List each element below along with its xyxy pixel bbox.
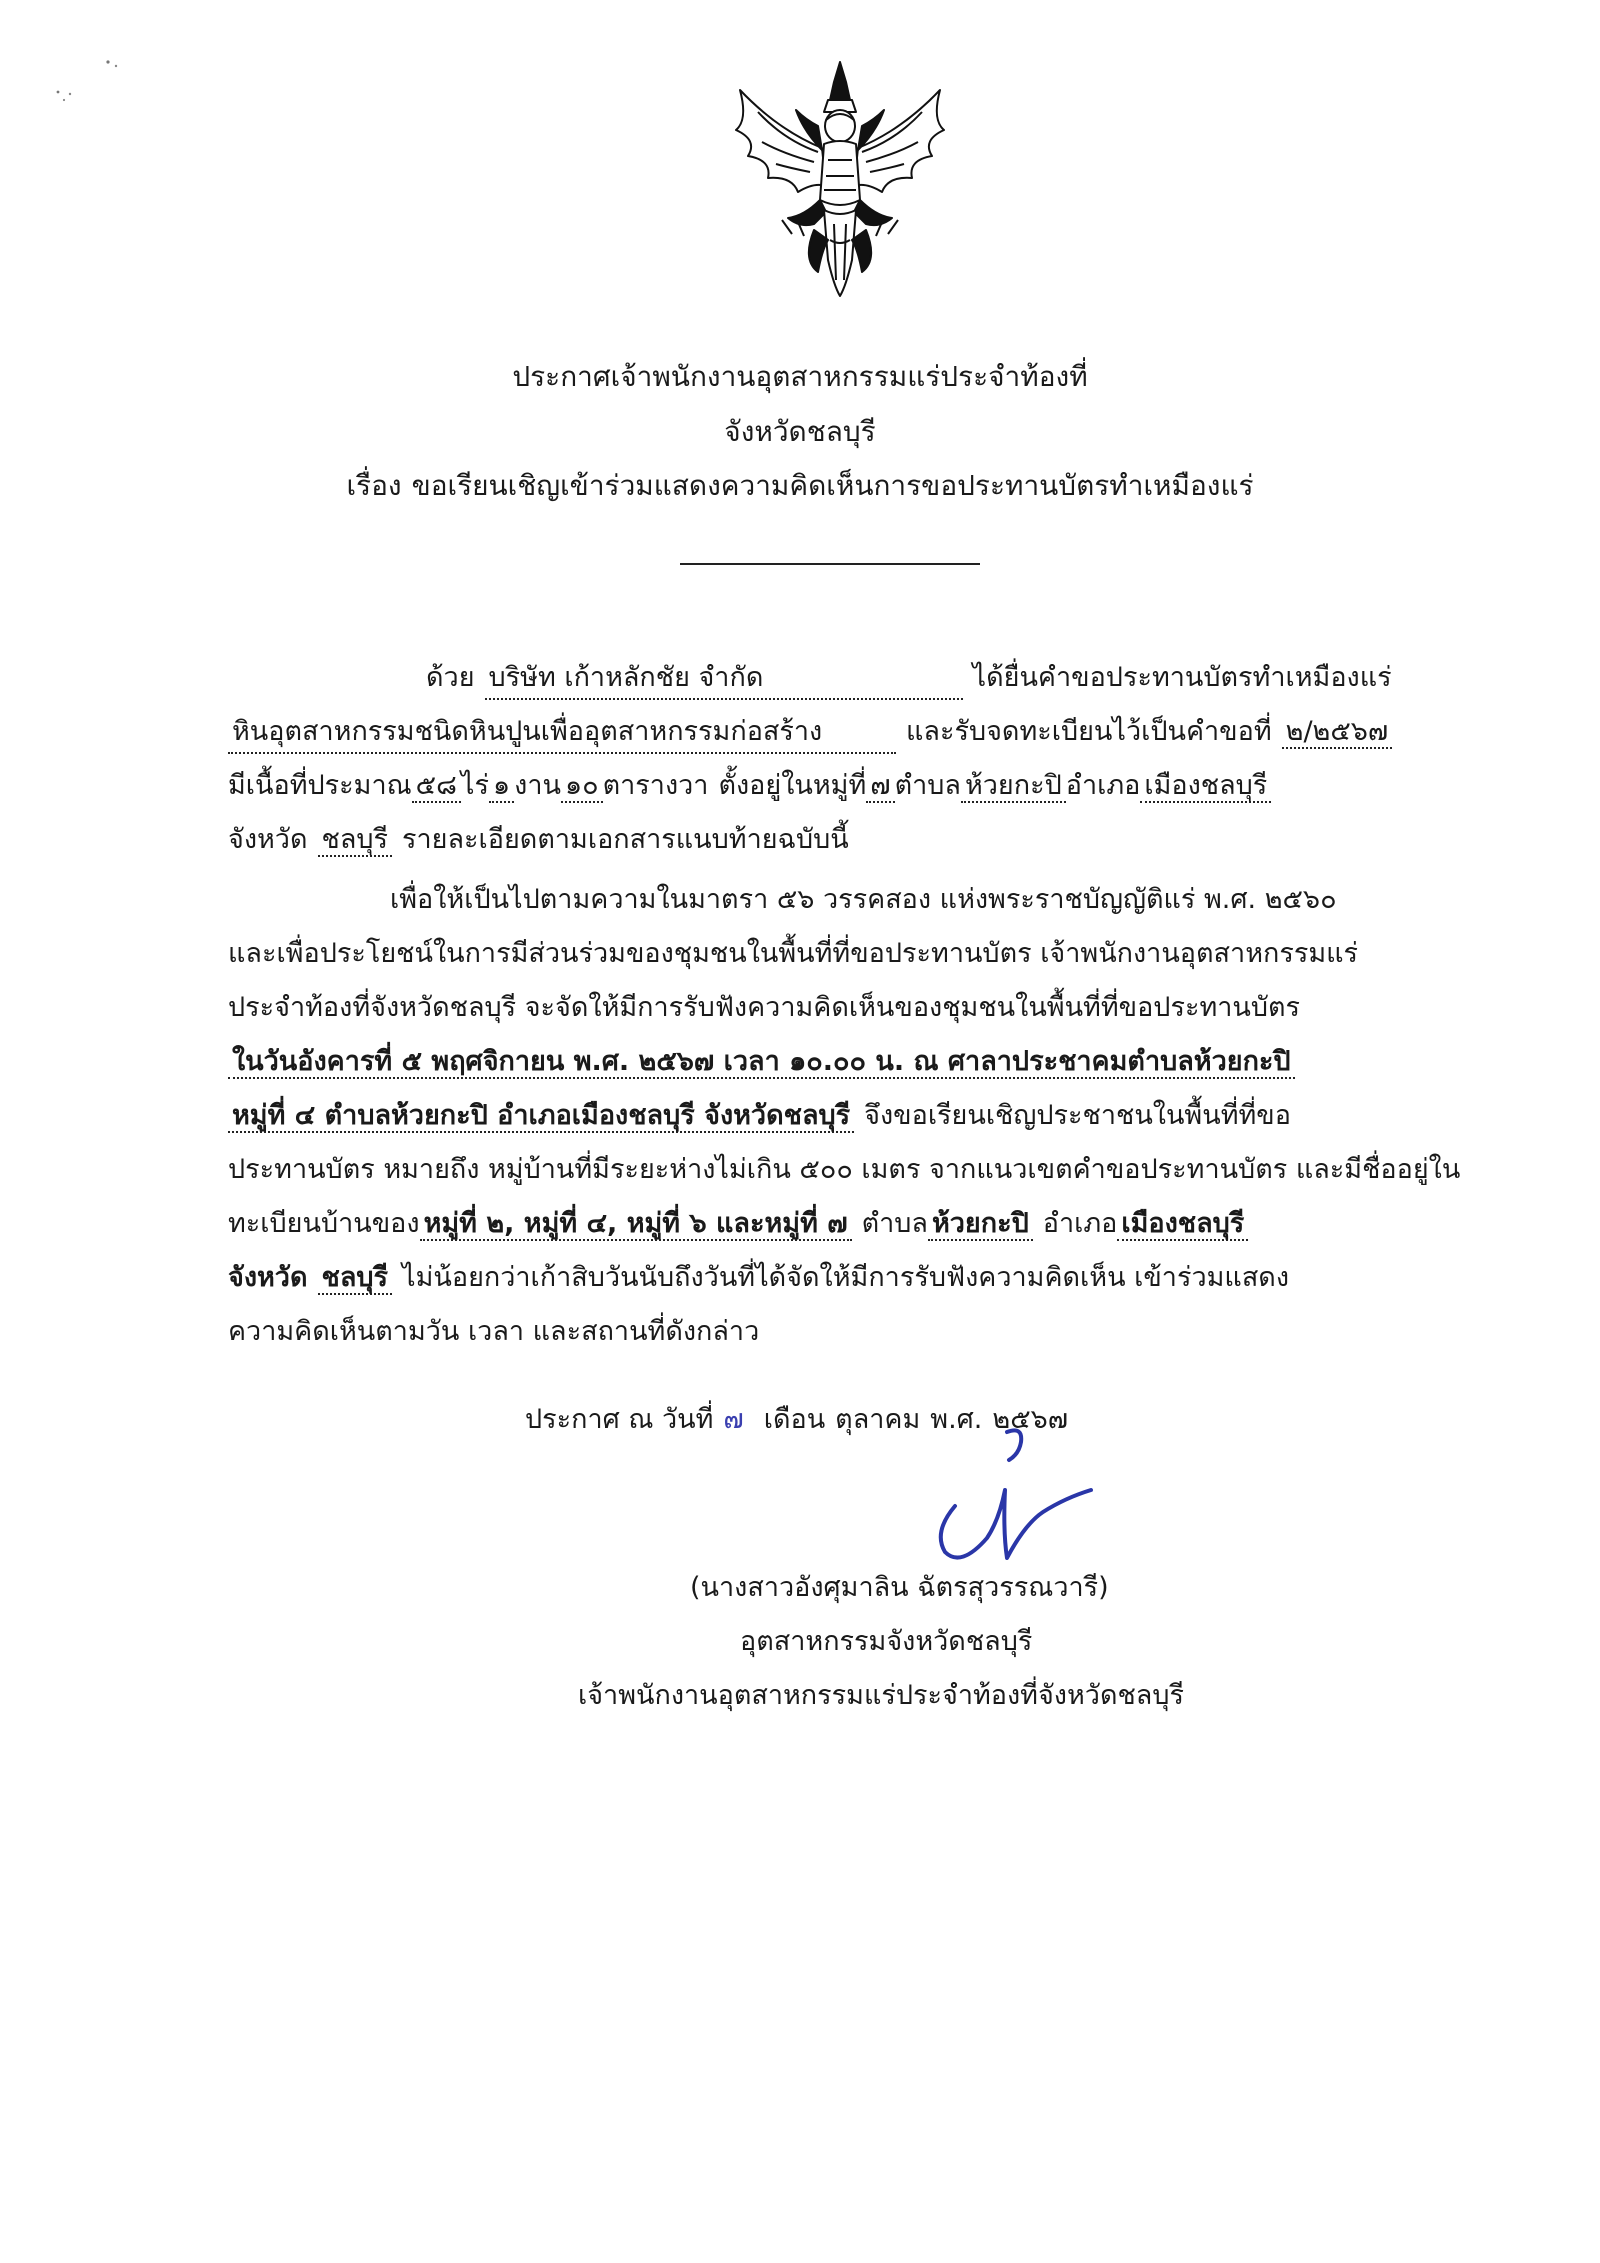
invitation-text: จึงขอเรียนเชิญประชาชนในพื้นที่ที่ขอ	[864, 1100, 1291, 1131]
para1-line2	[228, 712, 1392, 754]
para2-line1: เพื่อให้เป็นไปตามความในมาตรา ๕๖ วรรคสอง แห่งพระราชบัญญัติแร่ พ.ศ. ๒๕๖๐	[390, 884, 1337, 915]
subject-text: ขอเรียนเชิญเข้าร่วมแสดงความคิดเห็นการขอประทานบัตรทำเหมืองแร่	[411, 469, 1254, 502]
mineral-type: หินอุตสาหกรรมชนิดหินปูนเพื่ออุตสาหกรรมก่อสร้าง	[228, 712, 896, 754]
area-wa: ๑๐	[561, 770, 603, 803]
registered-text: และรับจดทะเบียนไว้เป็นคำขอที่	[906, 716, 1272, 747]
year-label: พ.ศ.	[930, 1404, 983, 1435]
announce-label: ประกาศ ณ วันที่	[525, 1404, 714, 1435]
signatory-name: (นางสาวอังศุมาลิน ฉัตรสุวรรณวารี)	[690, 1572, 1109, 1603]
l7-subdistrict-name: ห้วยกะปิ	[928, 1208, 1033, 1241]
l7-district-name: เมืองชลบุรี	[1117, 1208, 1248, 1241]
para1-line3	[228, 766, 1271, 806]
ngan-label: งาน	[514, 770, 561, 801]
district-label: อำเภอ	[1065, 770, 1141, 801]
signatory-position-2: เจ้าพนักงานอุตสาหกรรมแร่ประจำท้องที่จังหวัดชลบุรี	[578, 1680, 1184, 1711]
subject-line	[0, 466, 1600, 506]
village-label: ตั้งอยู่ในหมู่ที่	[718, 770, 867, 801]
province-label: จังหวัด	[228, 824, 308, 855]
villages-list: หมู่ที่ ๒, หมู่ที่ ๔, หมู่ที่ ๖ และหมู่ที่ ๗	[420, 1208, 852, 1241]
para2-line6: ประทานบัตร หมายถึง หมู่บ้านที่มีระยะห่างไม่เกิน ๕๐๐ เมตร จากแนวเขตคำขอประทานบัตร และมีชื่ออยู่ใน	[228, 1154, 1461, 1185]
para2-line4	[228, 1042, 1295, 1082]
household-text: ทะเบียนบ้านของ	[228, 1208, 420, 1239]
header-divider	[680, 563, 980, 565]
announce-day: ๗	[723, 1404, 744, 1435]
hearing-location: หมู่ที่ ๔ ตำบลห้วยกะปิ อำเภอเมืองชลบุรี จังหวัดชลบุรี	[228, 1100, 854, 1133]
signatory-position-1: อุตสาหกรรมจังหวัดชลบุรี	[740, 1626, 1033, 1657]
l7-subdistrict-label: ตำบล	[861, 1208, 928, 1239]
para2-line3: ประจำท้องที่จังหวัดชลบุรี จะจัดให้มีการรับฟังความคิดเห็นของชุมชนในพื้นที่ที่ขอประทานบัตร	[228, 992, 1301, 1023]
subdistrict-label: ตำบล	[894, 770, 961, 801]
village-number: ๗	[866, 770, 894, 803]
company-name: บริษัท เก้าหลักชัย จำกัด	[485, 658, 963, 700]
area-rai: ๕๘	[412, 770, 461, 803]
wa-label: ตารางวา	[602, 770, 709, 801]
l8-province-label: จังหวัด	[228, 1262, 308, 1293]
signature-mark	[915, 1420, 1095, 1580]
garuda-emblem-icon	[718, 60, 962, 300]
subdistrict-name: ห้วยกะปิ	[961, 770, 1066, 803]
by-label: ด้วย	[426, 662, 475, 693]
announcement-title: ประกาศเจ้าพนักงานอุตสาหกรรมแร่ประจำท้องที่	[512, 360, 1088, 393]
hearing-date-venue: ในวันอังคารที่ ๕ พฤศจิกายน พ.ศ. ๒๕๖๗ เวลา ๑๐.๐๐ น. ณ ศาลาประชาคมตำบลห้วยกะปิ	[228, 1046, 1295, 1079]
announce-month: ตุลาคม	[835, 1404, 921, 1435]
subject-label: เรื่อง	[346, 469, 402, 502]
province-name: ชลบุรี	[318, 824, 393, 857]
request-number: ๒/๒๕๖๗	[1282, 716, 1393, 749]
para2-line8	[228, 1258, 1289, 1298]
para1-line4	[228, 820, 849, 860]
announce-year: ๒๕๖๗	[992, 1404, 1069, 1435]
province-title: จังหวัดชลบุรี	[724, 415, 876, 448]
scan-specks	[50, 50, 130, 120]
l8-province-name: ชลบุรี	[318, 1262, 393, 1295]
month-label: เดือน	[763, 1404, 826, 1435]
l7-district-label: อำเภอ	[1042, 1208, 1118, 1239]
para1-line1	[426, 658, 1392, 700]
area-label: มีเนื้อที่ประมาณ	[228, 770, 412, 801]
rai-label: ไร่	[460, 770, 490, 801]
area-ngan: ๑	[489, 770, 514, 803]
district-name: เมืองชลบุรี	[1140, 770, 1271, 803]
para2-line9: ความคิดเห็นตามวัน เวลา และสถานที่ดังกล่าว	[228, 1316, 760, 1347]
details-text: รายละเอียดตามเอกสารแนบท้ายฉบับนี้	[402, 824, 849, 855]
para2-line5	[228, 1096, 1291, 1136]
para2-line7	[228, 1204, 1248, 1244]
filed-text: ได้ยื่นคำขอประทานบัตรทำเหมืองแร่	[972, 662, 1392, 693]
para2-line2: และเพื่อประโยชน์ในการมีส่วนร่วมของชุมชนในพื้นที่ที่ขอประทานบัตร เจ้าพนักงานอุตสาหกรรมแร่	[228, 938, 1359, 969]
period-text: ไม่น้อยกว่าเก้าสิบวันนับถึงวันที่ได้จัดให้มีการรับฟังความคิดเห็น เข้าร่วมแสดง	[402, 1262, 1290, 1293]
